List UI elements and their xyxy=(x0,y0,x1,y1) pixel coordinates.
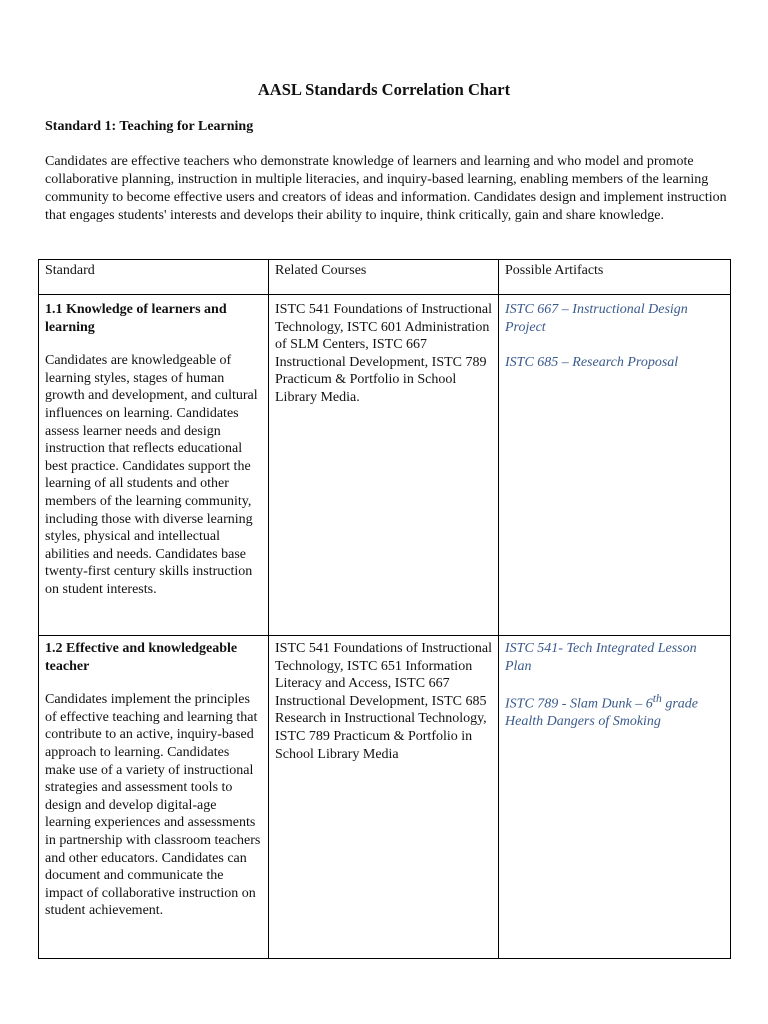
artifact-link[interactable] xyxy=(505,690,724,731)
standard-title: 1.1 Knowledge of learners and learning xyxy=(45,302,227,335)
page-title: AASL Standards Correlation Chart xyxy=(257,80,511,99)
standard-heading: Standard 1: Teaching for Learning xyxy=(45,119,254,134)
ordinal-suffix: th xyxy=(652,692,662,706)
standard-cell xyxy=(39,636,269,959)
artifact-link[interactable]: ISTC 667 – Instructional Design Project xyxy=(505,302,688,335)
artifacts-cell xyxy=(499,636,731,959)
table-row xyxy=(39,295,731,636)
artifact-text: grade Health Dangers of Smoking xyxy=(505,696,699,730)
courses-cell xyxy=(269,295,499,636)
header-standard: Standard xyxy=(39,260,269,295)
header-related-courses: Related Courses xyxy=(269,260,499,295)
standard-description: Candidates implement the principles of effective teaching and learning that contribute to an active, inquiry-based approach to learning. Candidates make use of a variety of instructional strategies and assessment tools to design and develop digital-age learning experiences and assessments in partnership with classroom teachers and other educators. Candidates can document and communicate the impact of collaborative instruction on student achievement. xyxy=(45,692,261,919)
standard-description: Candidates are knowledgeable of learning styles, stages of human growth and development, and cultural influences on learning. Candidates assess learner needs and design instruction that reflects educational best practice. Candidates support the learning of all students and other members of the learning community, including those with diverse learning styles, physical and intellectual abilities and needs. Candidates base twenty-first century skills instruction on student interests. xyxy=(45,353,258,597)
courses-text: ISTC 541 Foundations of Instructional Technology, ISTC 601 Administration of SLM Centers, ISTC 667 Instructional Development, ISTC 789 Practicum & Portfolio in School Library Media. xyxy=(275,302,492,405)
standard-cell xyxy=(39,295,269,636)
artifact-link[interactable]: ISTC 685 – Research Proposal xyxy=(505,355,679,371)
correlation-table xyxy=(38,259,731,959)
artifact-text: ISTC 789 - Slam Dunk – 6 xyxy=(505,696,653,712)
table-header-row xyxy=(39,260,731,295)
standard-title: 1.2 Effective and knowledgeable teacher xyxy=(45,641,238,674)
header-possible-artifacts: Possible Artifacts xyxy=(499,260,731,295)
artifacts-cell xyxy=(499,295,731,636)
table-row xyxy=(39,636,731,959)
courses-cell xyxy=(269,636,499,959)
artifact-link[interactable]: ISTC 541- Tech Integrated Lesson Plan xyxy=(505,641,697,674)
courses-text: ISTC 541 Foundations of Instructional Technology, ISTC 651 Information Literacy and Access, ISTC 667 Instructional Development, ISTC 685 Research in Instructional Technology, ISTC 789 Practicum & Portfolio in School Library Media xyxy=(275,641,492,762)
intro-paragraph: Candidates are effective teachers who demonstrate knowledge of learners and learning and who model and promote collaborative planning, instruction in multiple literacies, and inquiry-based learning, enabling members of the learning community to become effective users and creators of ideas and information. Candidates design and implement instruction that engages students' interests and develops their ability to inquire, think critically, gain and share knowledge. xyxy=(45,154,727,223)
